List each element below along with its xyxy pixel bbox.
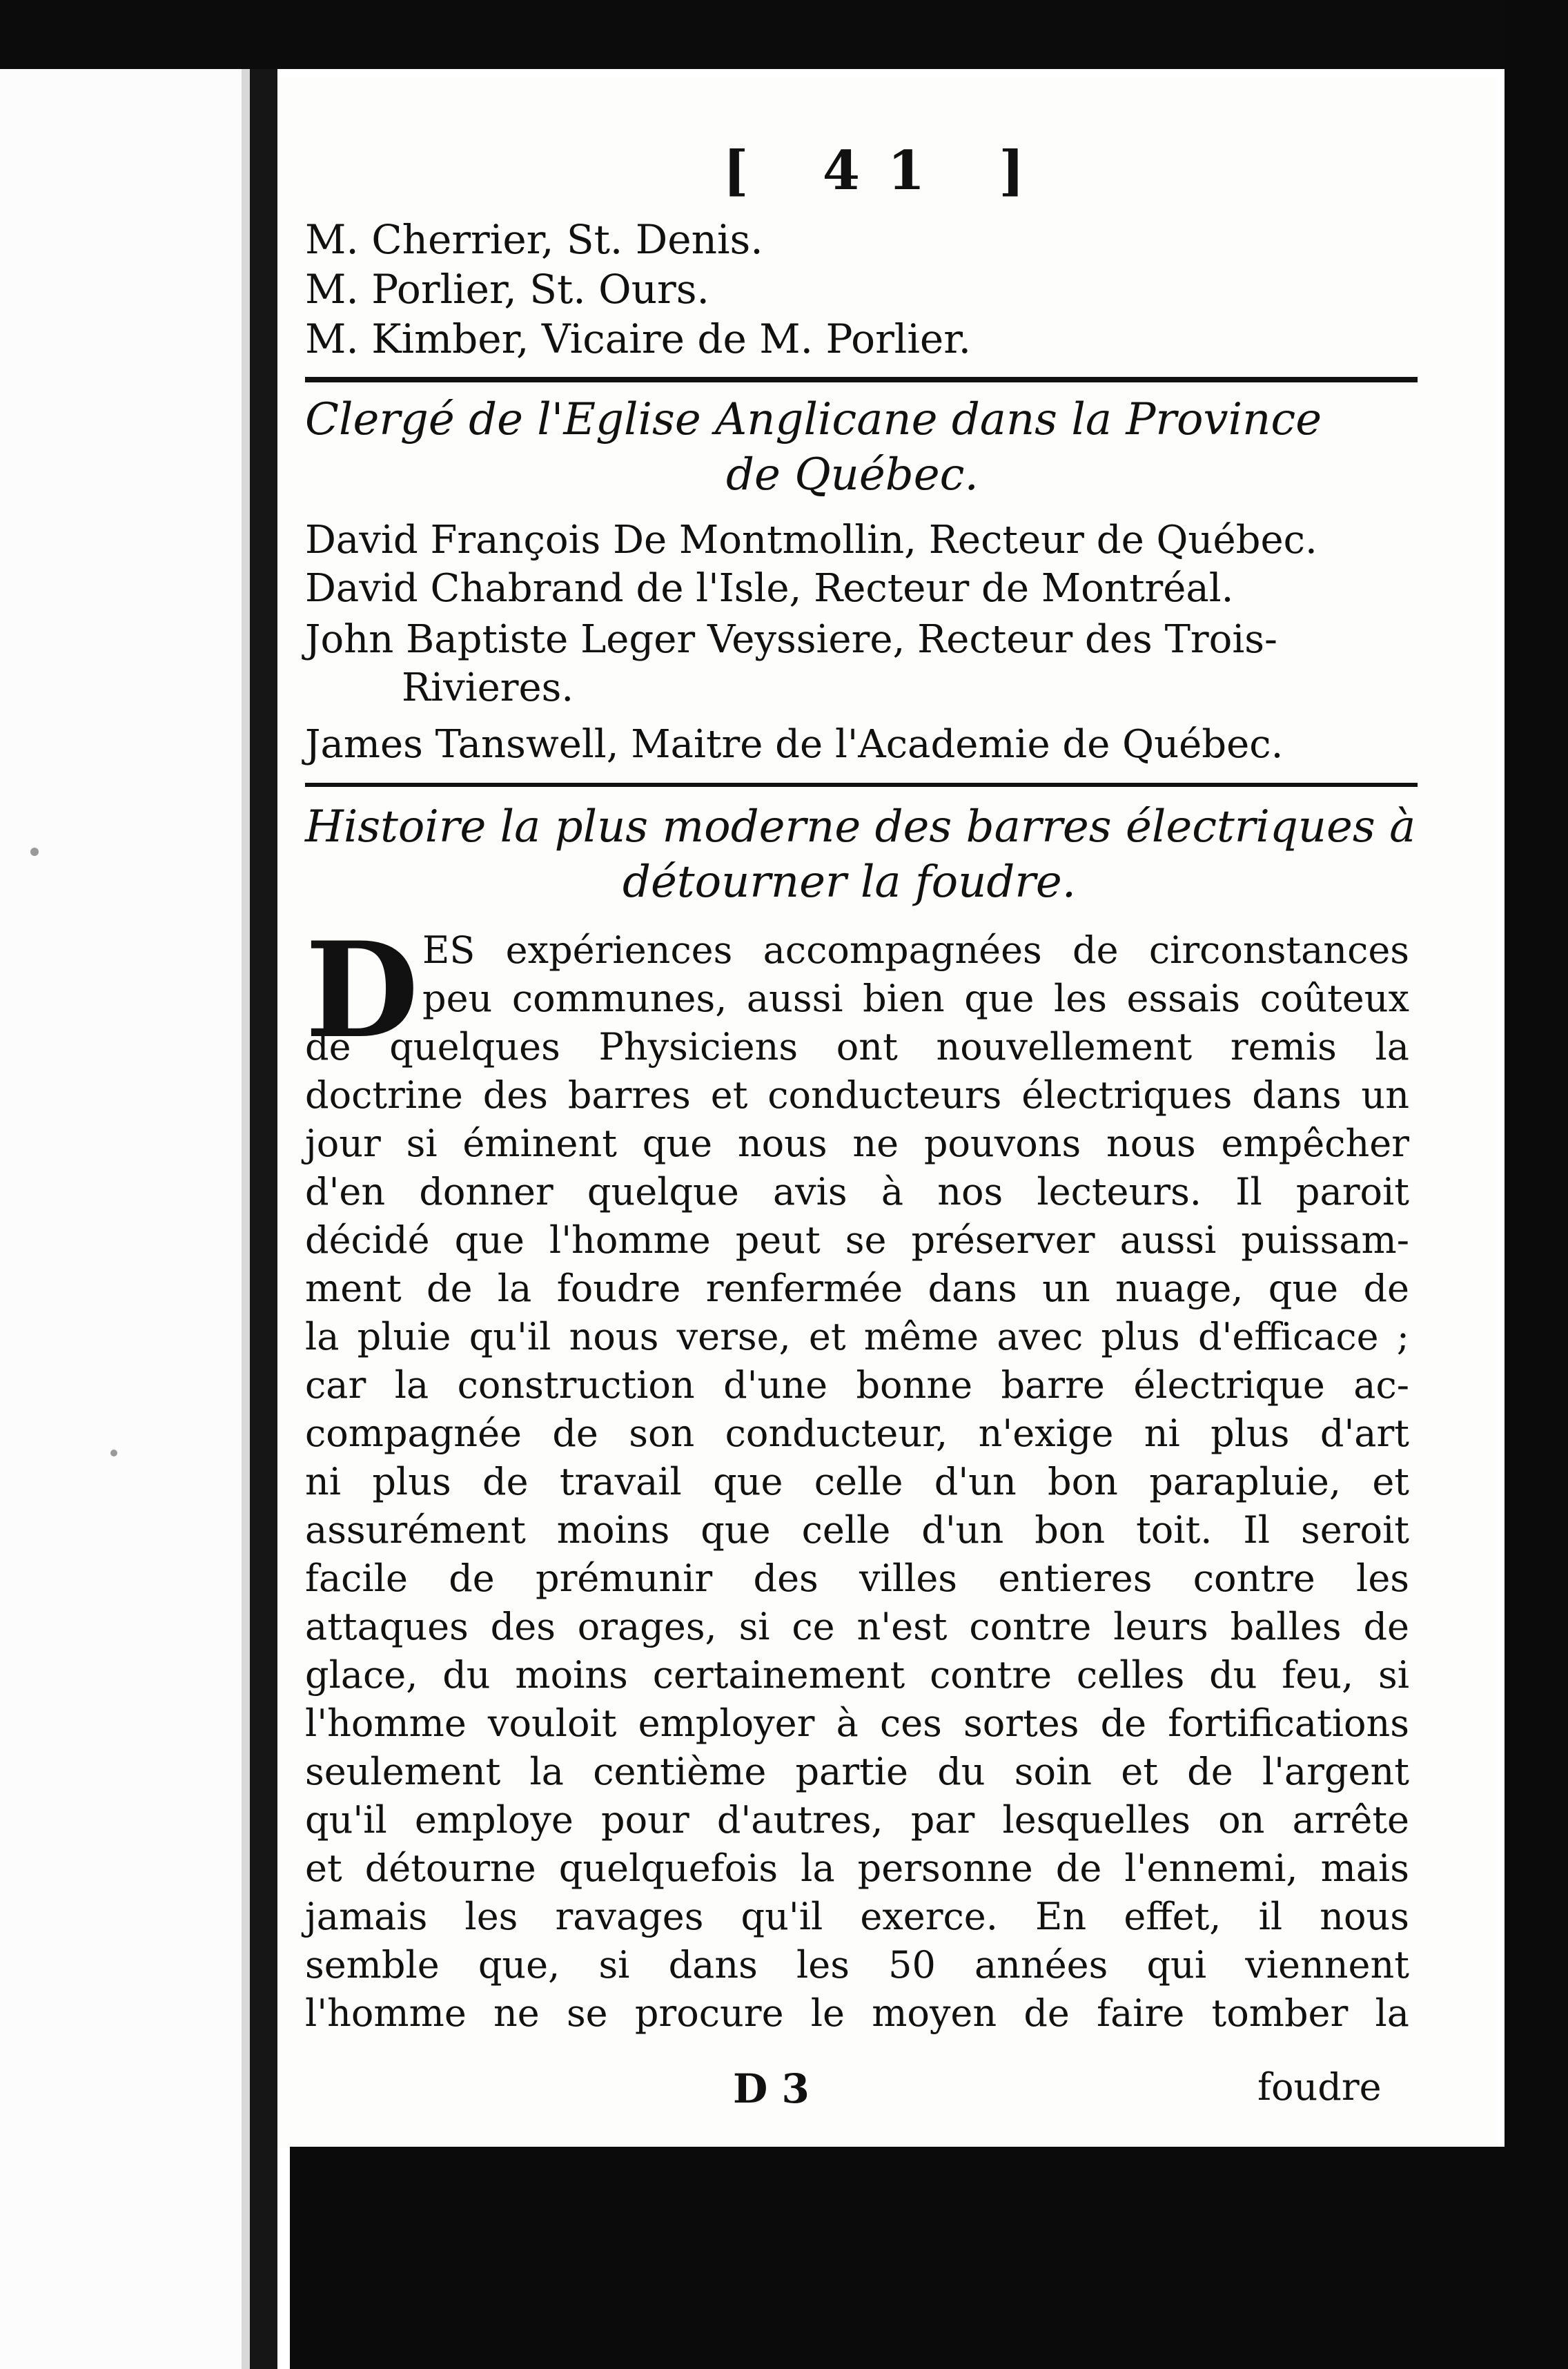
body-line: l'homme vouloit employer à ces sortes de fortifications — [305, 1702, 1409, 1745]
clergy-entry: John Baptiste Leger Veyssiere, Recteur des Trois- — [305, 617, 1277, 662]
body-line: ES expériences accompagnées de circonstances — [422, 928, 1409, 972]
scan-border-right — [1505, 0, 1568, 2369]
body-line: compagnée de son conducteur, n'exige ni plus d'art — [305, 1412, 1409, 1455]
body-line: l'homme ne se procure le moyen de faire tomber la — [305, 1991, 1409, 2035]
body-line: doctrine des barres et conducteurs électriques dans un — [305, 1073, 1409, 1117]
body-line: attaques des orages, si ce n'est contre leurs balles de — [305, 1605, 1409, 1648]
scan-border-top — [0, 0, 1568, 69]
body-line: décidé que l'homme peut se préserver aussi puissam- — [305, 1218, 1409, 1262]
section-title-continuation: détourner la foudre. — [623, 857, 1077, 908]
paper-speck — [110, 1450, 117, 1456]
body-line: ni plus de travail que celle d'un bon parapluie, et — [305, 1460, 1409, 1503]
body-line: qu'il employe pour d'autres, par lesquelles on arrête — [305, 1798, 1409, 1842]
subscriber-line: M. Cherrier, St. Denis. — [305, 216, 763, 263]
clergy-entry: James Tanswell, Maitre de l'Academie de Québec. — [305, 722, 1284, 767]
body-line: peu communes, aussi bien que les essais coûteux — [422, 977, 1409, 1020]
body-line: jour si éminent que nous ne pouvons nous empêcher — [305, 1122, 1409, 1165]
book-gutter — [250, 69, 277, 2369]
scan-border-bottom — [290, 2147, 1568, 2369]
signature-mark: D 3 — [733, 2065, 810, 2112]
clergy-entry: David Chabrand de l'Isle, Recteur de Montréal. — [305, 566, 1234, 611]
section-divider — [305, 377, 1418, 382]
page-number: [ 41 ] — [723, 139, 1052, 202]
clergy-entry: David François De Montmollin, Recteur de Québec. — [305, 518, 1317, 563]
subscriber-line: M. Porlier, St. Ours. — [305, 266, 709, 313]
book-page — [277, 77, 1498, 2148]
facing-page — [0, 69, 248, 2369]
body-line: jamais les ravages qu'il exerce. En effet, il nous — [305, 1895, 1409, 1938]
body-line: seulement la centième partie du soin et de l'argent — [305, 1750, 1409, 1793]
section-title-continuation: de Québec. — [726, 449, 979, 500]
clergy-entry-continuation: Rivieres. — [402, 665, 574, 710]
section-title: Histoire la plus moderne des barres électriques à — [305, 801, 1416, 852]
paper-speck — [30, 848, 39, 856]
body-line: assurément moins que celle d'un bon toit. Il seroit — [305, 1508, 1409, 1552]
catchword: foudre — [1257, 2065, 1382, 2109]
section-title: Clergé de l'Eglise Anglicane dans la Province — [305, 394, 1322, 445]
section-divider — [305, 783, 1418, 787]
facing-page-edge — [242, 69, 250, 2369]
body-line: d'en donner quelque avis à nos lecteurs. Il paroit — [305, 1170, 1409, 1213]
body-line: glace, du moins certainement contre celles du feu, si — [305, 1653, 1409, 1697]
body-line: facile de prémunir des villes entieres contre les — [305, 1557, 1409, 1600]
body-line: ment de la foudre renfermée dans un nuage, que de — [305, 1267, 1409, 1310]
body-line: et détourne quelquefois la personne de l'ennemi, mais — [305, 1846, 1409, 1890]
subscriber-line: M. Kimber, Vicaire de M. Porlier. — [305, 315, 972, 362]
drop-cap: D — [305, 913, 419, 1067]
body-line: la pluie qu'il nous verse, et même avec plus d'efficace ; — [305, 1315, 1409, 1358]
body-line: car la construction d'une bonne barre électrique ac- — [305, 1363, 1409, 1407]
body-line: de quelques Physiciens ont nouvellement remis la — [305, 1025, 1409, 1069]
body-line: semble que, si dans les 50 années qui viennent — [305, 1943, 1409, 1987]
